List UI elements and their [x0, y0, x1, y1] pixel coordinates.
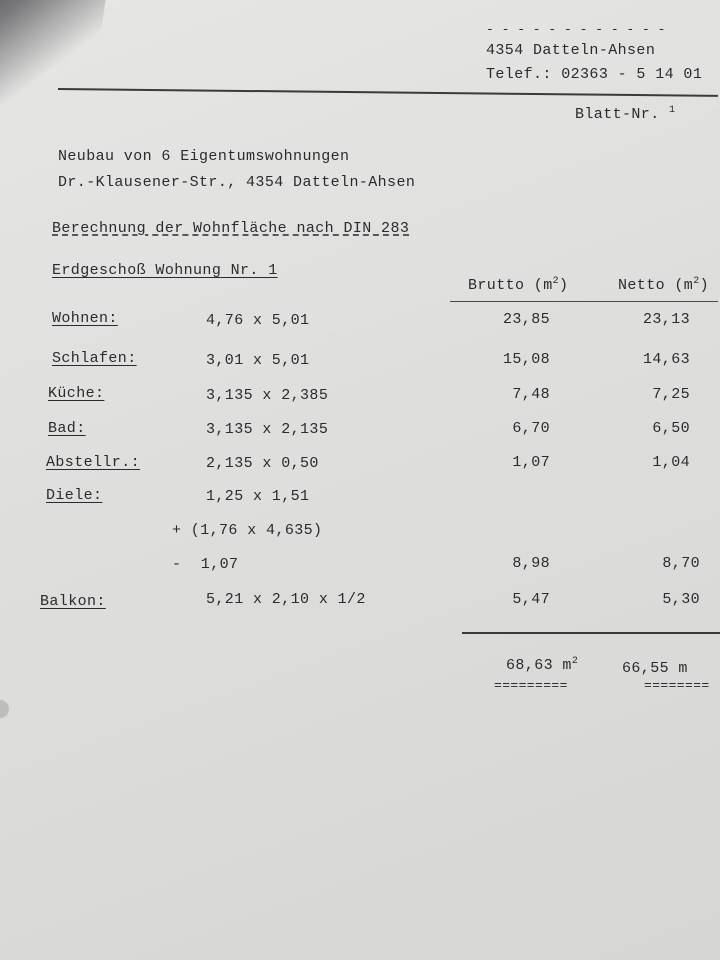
unit-heading: Erdgeschoß Wohnung Nr. 1 — [52, 262, 278, 279]
row-netto: 6,50 — [652, 420, 690, 437]
project-title: Neubau von 6 Eigentumswohnungen — [58, 148, 350, 165]
row-brutto: 23,85 — [502, 311, 550, 328]
sum-rule — [462, 632, 720, 634]
total-brutto: 68,63 $m^2$ — [506, 656, 579, 674]
row-formula: 1,25 x 1,51 — [206, 488, 310, 505]
row-brutto: 7,48 — [512, 386, 550, 403]
project-address: Dr.-Klausener-Str., 4354 Datteln-Ahsen — [58, 174, 416, 191]
row-netto: 8,70 — [662, 555, 700, 572]
header-address: 4354 Datteln-Ahsen — [486, 42, 656, 59]
row-label: Küche: — [48, 385, 105, 402]
row-label: Bad: — [48, 420, 86, 437]
calculation-heading: Berechnung der Wohnfläche nach DIN 283 — [52, 220, 410, 237]
sheet-number-label: Blatt-Nr. $^1$ — [575, 105, 676, 123]
row-netto: 1,04 — [652, 454, 690, 471]
column-header-rule — [450, 301, 718, 302]
row-label: Schlafen: — [52, 350, 137, 367]
row-netto: 14,63 — [642, 351, 690, 368]
row-netto: 5,30 — [662, 591, 700, 608]
total-netto-double-underline: ======== — [644, 678, 710, 693]
row-label: Balkon: — [40, 593, 106, 610]
row-label: Wohnen: — [52, 310, 118, 327]
row-brutto: 15,08 — [502, 351, 550, 368]
punch-hole-mark — [0, 700, 9, 718]
row-brutto: 8,98 — [512, 555, 550, 572]
header-rule — [58, 88, 718, 96]
row-formula: 5,21 x 2,10 x 1/2 — [206, 591, 366, 608]
row-netto: 23,13 — [642, 311, 690, 328]
row-brutto: 6,70 — [512, 420, 550, 437]
header-dashes: - - - - - - - - - - - - — [486, 22, 666, 37]
page-fold-shadow — [0, 0, 110, 119]
row-formula: 2,135 x 0,50 — [206, 455, 319, 472]
row-netto: 7,25 — [652, 386, 690, 403]
row-formula: 4,76 x 5,01 — [206, 312, 310, 329]
brutto-column-header: Brutto $(m^2)$ — [468, 276, 569, 294]
row-formula: + (1,76 x 4,635) — [172, 522, 323, 539]
sheet-number: 1 — [669, 105, 676, 116]
row-formula: 3,135 x 2,135 — [206, 421, 329, 438]
row-label: Abstellr.: — [46, 454, 141, 471]
netto-column-header: Netto $(m^2)$ — [618, 276, 710, 294]
row-formula: 3,135 x 2,385 — [206, 387, 329, 404]
total-brutto-double-underline: ========= — [494, 678, 568, 693]
row-formula: - 1,07 — [172, 556, 239, 573]
header-phone: Telef.: 02363 - 5 14 01 — [486, 66, 703, 83]
row-brutto: 5,47 — [512, 591, 550, 608]
row-formula: 3,01 x 5,01 — [206, 352, 310, 369]
row-label: Diele: — [46, 487, 103, 504]
row-brutto: 1,07 — [512, 454, 550, 471]
total-netto: 66,55 m — [622, 660, 688, 677]
